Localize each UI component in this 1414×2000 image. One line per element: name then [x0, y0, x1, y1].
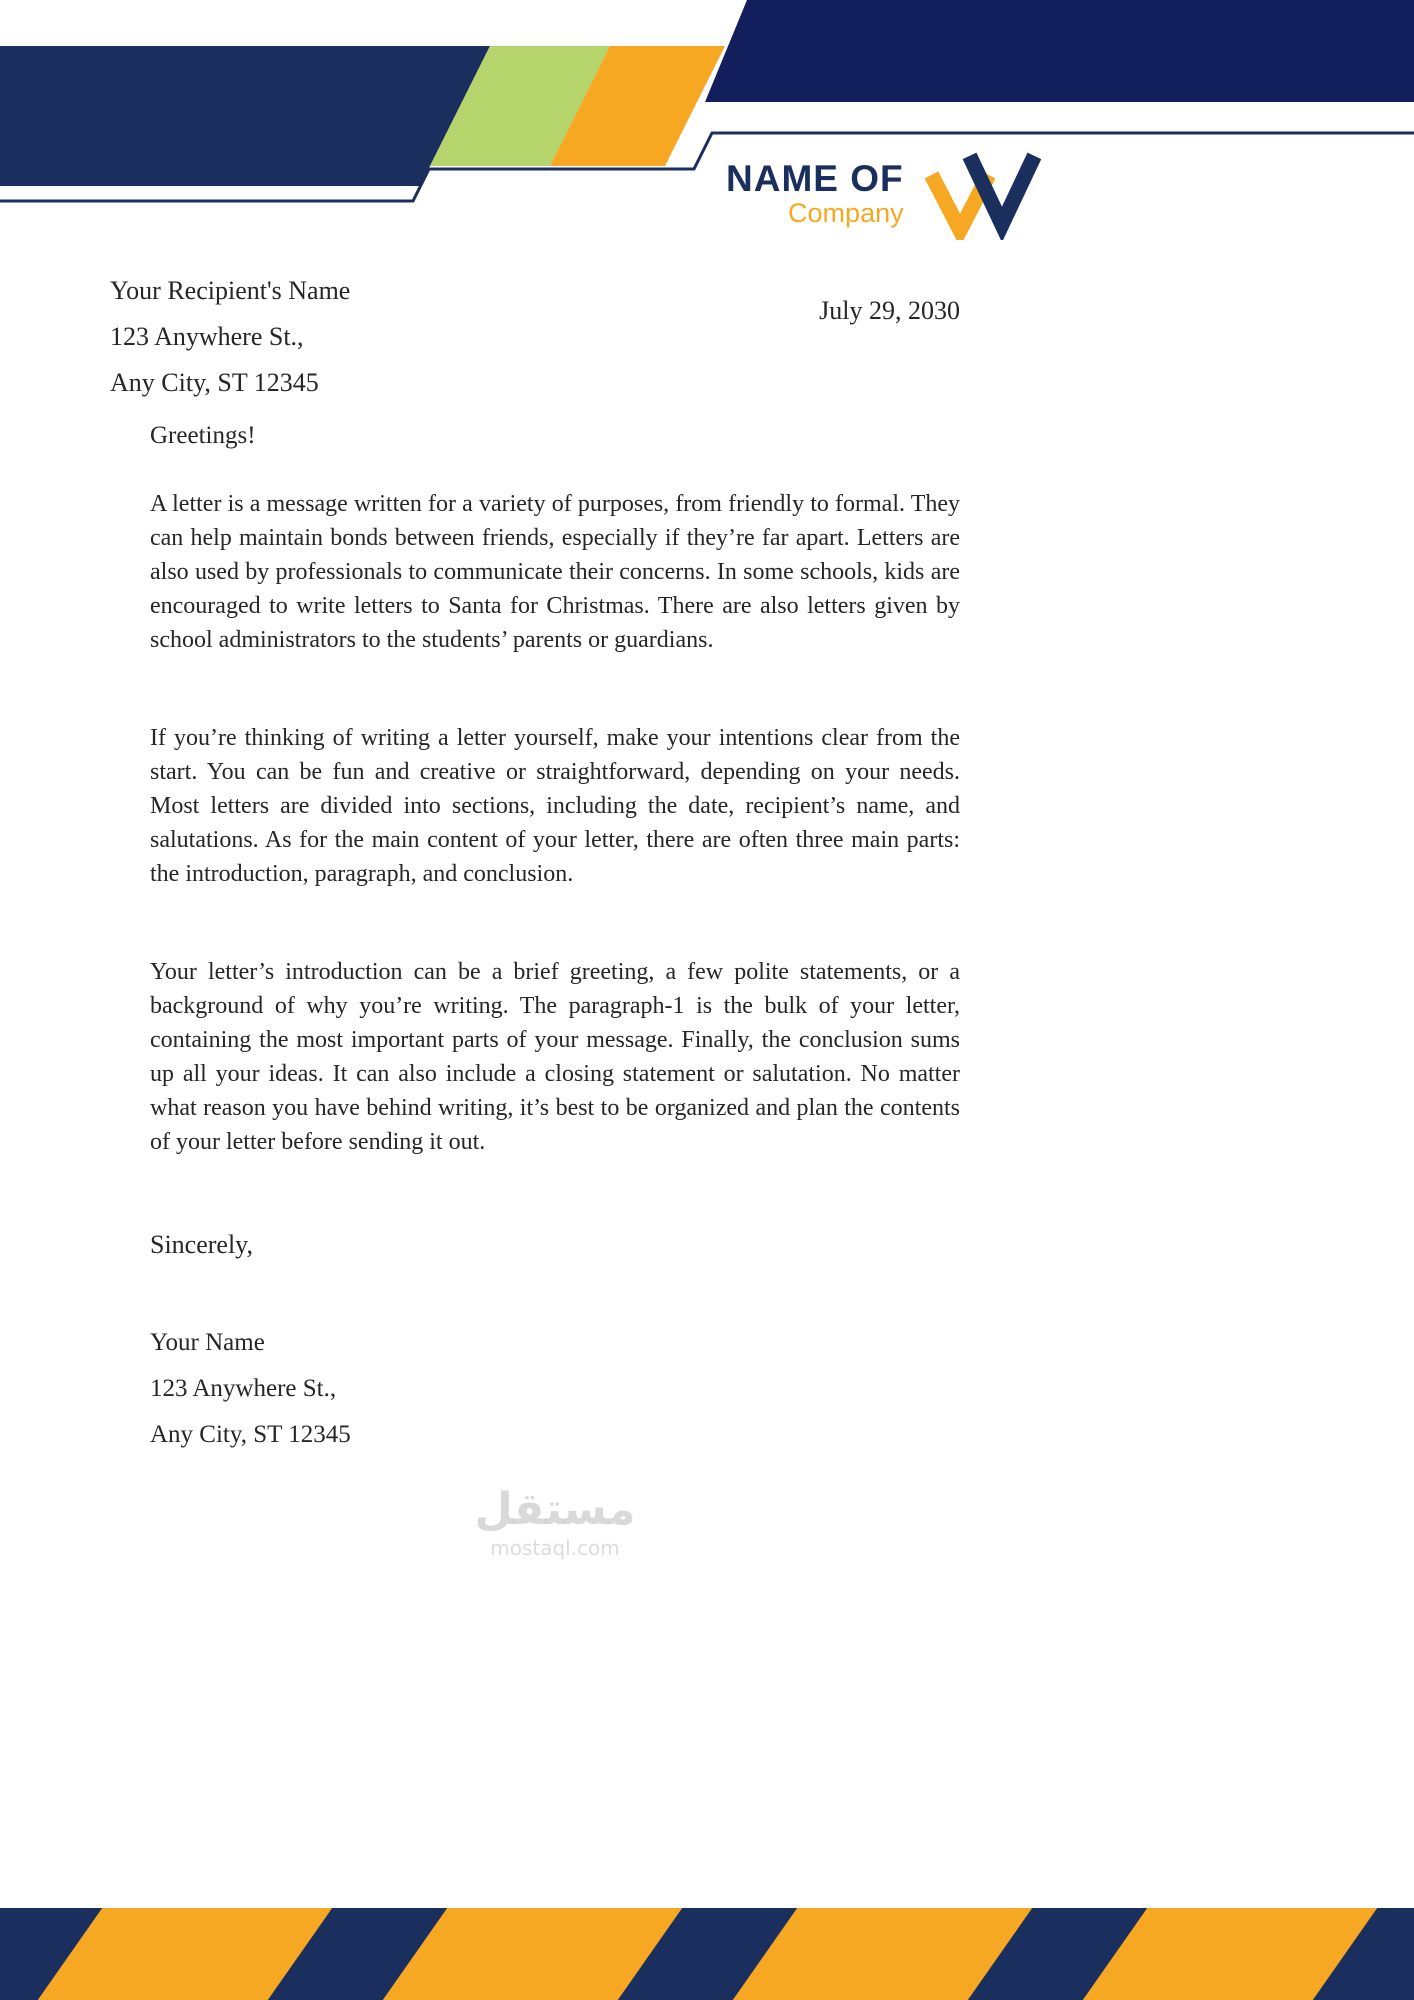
recipient-address-line-1: 123 Anywhere St., [110, 322, 304, 351]
header-top-right-block-shape [705, 0, 1414, 102]
logo-text-block [726, 160, 904, 228]
recipient-address-line-2: Any City, ST 12345 [110, 368, 319, 397]
footer-decoration [0, 1908, 1414, 2000]
body-paragraph-1: A letter is a message written for a variety of purposes, from friendly to formal. They can help maintain bonds between friends, especially if they’re far apart. Letters are also used by professionals to communicate their concerns. In some schools, kids are encouraged to write letters to Santa for Christmas. There are also letters given by school administrators to the students’ parents or guardians. [150, 491, 960, 653]
watermark [455, 1484, 655, 1560]
company-name-text: NAME OF [726, 158, 904, 199]
sender-address-line-2: Any City, ST 12345 [150, 1421, 351, 1448]
footer-stripe [604, 1908, 811, 2000]
watermark-domain-text: mostaql.com [490, 1536, 620, 1560]
footer-stripe [254, 1908, 461, 2000]
header-navy-band-shape [0, 46, 490, 186]
recipient-block [110, 268, 350, 406]
sender-name: Your Name [150, 1329, 265, 1356]
watermark-arabic-text: مستقل [474, 1484, 636, 1535]
letter-date: July 29, 2030 [819, 296, 960, 325]
logo-navy-v-shape [969, 156, 1034, 225]
company-logo-w-icon [920, 148, 1042, 240]
footer-stripe [1299, 1908, 1414, 2000]
body-paragraph-3: Your letter’s introduction can be a brief greeting, a few polite statements, or a background of why you’re writing. The paragraph-1 is the bulk of your letter, containing the most important parts of your message. Finally, the conclusion sums up all your ideas. It can also include a closing statement or salutation. No matter what reason you have behind writing, it’s best to be organized and plan the contents of your letter before sending it out. [150, 959, 960, 1155]
footer-stripe [954, 1908, 1161, 2000]
signature-block [150, 1320, 351, 1458]
letter-closing: Sincerely, [150, 1230, 253, 1259]
company-logo [726, 148, 1042, 240]
letter-greeting: Greetings! [150, 422, 256, 449]
sender-address-line-1: 123 Anywhere St., [150, 1375, 337, 1402]
company-subname-text: Company [788, 198, 904, 228]
recipient-name: Your Recipient's Name [110, 276, 351, 305]
header-decoration [0, 0, 1414, 260]
body-paragraph-2: If you’re thinking of writing a letter yourself, make your intentions clear from the start. You can be fun and creative or straightforward, depending on your needs. Most letters are divided into sections, including the date, recipient’s name, and salutations. As for the main content of your letter, there are often three main parts: the introduction, paragraph, and conclusion. [150, 725, 960, 887]
footer-stripe [0, 1908, 116, 2000]
